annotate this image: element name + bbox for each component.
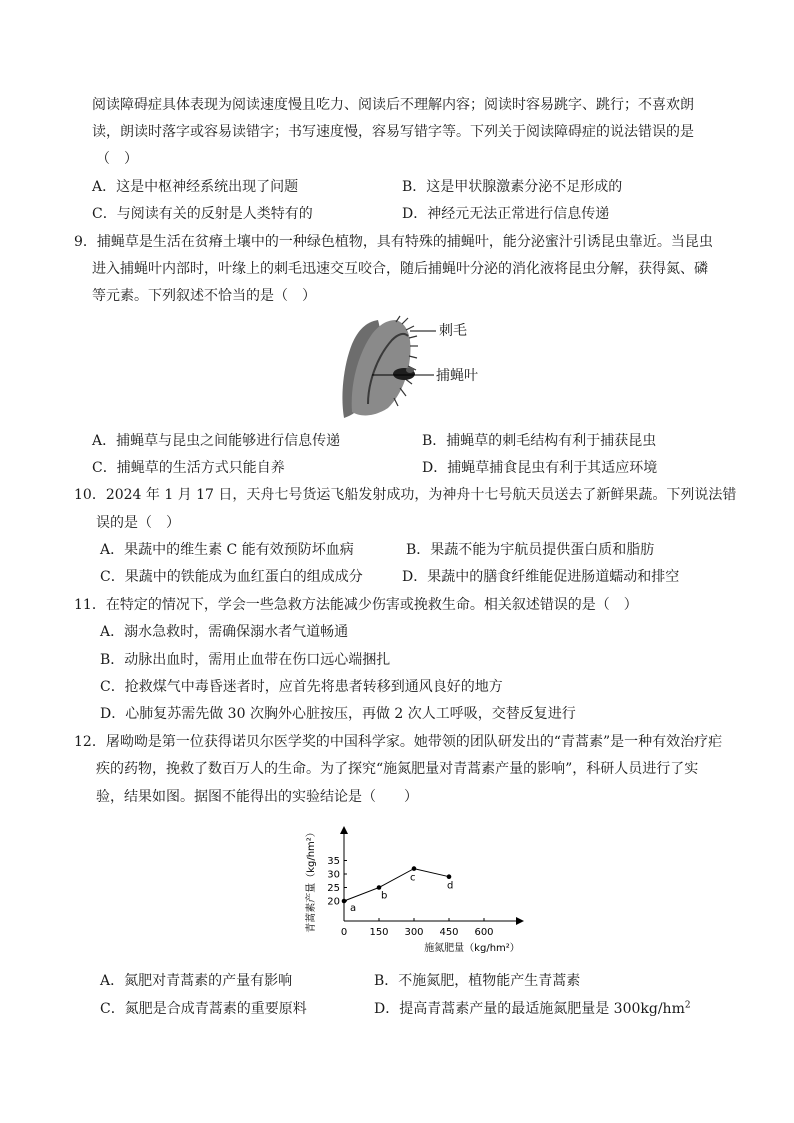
q10-stem-line-2: 误的是（ ） [96,515,180,531]
data-point [412,866,417,871]
q8-option-b: B．这是甲状腺激素分泌不足形成的 [402,179,623,195]
data-point-label: b [381,890,388,902]
y-tick-label: 30 [327,869,340,881]
x-tick-label: 150 [369,927,389,938]
q12-stem-line-3: 验，结果如图。据图不能得出的实验结论是（ ） [96,789,418,805]
q12-option-c: C．氮肥是合成青蒿素的重要原料 [100,1001,307,1017]
q10-option-b: B．果蔬不能为宇航员提供蛋白质和脂肪 [406,542,655,558]
label-trap-leaf: 捕蝇叶 [436,368,478,384]
q9-option-b: B．捕蝇草的刺毛结构有利于捕获昆虫 [422,433,657,449]
q9-stem-line-3: 等元素。下列叙述不恰当的是（ ） [92,288,316,304]
q11-option-d: D．心肺复苏需先做 30 次胸外心脏按压，再做 2 次人工呼吸，交替反复进行 [100,706,576,722]
q12-option-a: A．氮肥对青蒿素的产量有影响 [100,973,293,989]
q9-option-d: D．捕蝇草捕食昆虫有利于其适应环境 [422,460,658,476]
data-point [342,899,347,904]
y-tick-label: 35 [327,856,340,867]
q8-option-a: A．这是中枢神经系统出现了问题 [92,179,299,195]
q9-stem-line-2: 进入捕蝇叶内部时，叶缘上的刺毛迅速交互咬合，随后捕蝇叶分泌的消化液将昆虫分解，获得氮、磷 [92,261,708,277]
x-tick-label: 450 [439,927,459,938]
series-line [344,869,449,901]
q8-option-d: D．神经元无法正常进行信息传递 [402,206,610,222]
q12-option-d [374,999,691,1019]
x-axis-label: 施氮肥量（kg/hm²） [424,943,520,954]
q12-option-d-superscript: 2 [684,1000,691,1011]
x-tick-label: 0 [340,927,348,938]
q11-stem-line-1: 11．在特定的情况下，学会一些急救方法能减少伤害或挽救生命。相关叙述错误的是（ ） [74,597,638,613]
q8-stem-line-3: （ ） [96,151,138,167]
data-point-label: a [350,903,357,914]
q9-option-c: C．捕蝇草的生活方式只能自养 [92,460,285,476]
data-point [377,885,382,890]
y-tick-label: 20 [327,896,340,908]
fly-wing [406,367,414,373]
q10-option-a: A．果蔬中的维生素 C 能有效预防坏血病 [100,542,354,558]
y-tick-label: 25 [327,883,340,894]
data-point-label: c [410,872,416,884]
q11-option-b: B．动脉出血时，需用止血带在伤口远心端捆扎 [100,652,391,668]
x-tick-label: 600 [474,927,494,938]
q8-stem-line-1: 阅读障碍症具体表现为阅读速度慢且吃力、阅读后不理解内容；阅读时容易跳字、跳行；不喜欢朗 [92,97,694,113]
q10-stem-line-1: 10．2024 年 1 月 17 日，天舟七号货运飞船发射成功，为神舟十七号航天员送去了新鲜果蔬。下列说法错 [74,487,737,503]
q10-option-d: D．果蔬中的膳食纤维能促进肠道蠕动和排空 [402,569,680,585]
y-axis-label: 青蒿素产量（kg/hm²） [306,827,317,933]
q12-stem-line-2: 疾的药物，挽救了数百万人的生命。为了探究“施氮肥量对青蒿素产量的影响”，科研人员进行了实 [96,761,699,777]
q11-option-c: C．抢救煤气中毒昏迷者时，应首先将患者转移到通风良好的地方 [100,679,503,695]
q9-stem-line-1: 9．捕蝇草是生活在贫瘠土壤中的一种绿色植物，具有特殊的捕蝇叶，能分泌蜜汁引诱昆虫靠近。当昆虫 [74,234,713,250]
label-bristle: 刺毛 [439,323,467,339]
q11-option-a: A．溺水急救时，需确保溺水者气道畅通 [100,624,349,640]
q8-stem-line-2: 读，朗读时落字或容易读错字；书写速度慢，容易写错字等。下列关于阅读障碍症的说法错误的是 [92,124,694,140]
data-point-label: d [447,880,454,892]
q8-option-c: C．与阅读有关的反射是人类特有的 [92,206,313,222]
q10-option-c: C．果蔬中的铁能成为血红蛋白的组成成分 [100,569,363,585]
artemisinin-yield-chart [296,820,556,970]
flytrap-figure [338,314,488,420]
q12-option-d-text: D．提高青蒿素产量的最适施氮肥量是 300kg/hm [374,1001,685,1017]
q9-option-a: A．捕蝇草与昆虫之间能够进行信息传递 [92,433,341,449]
x-tick-label: 300 [404,927,424,938]
q12-stem-line-1: 12．屠呦呦是第一位获得诺贝尔医学奖的中国科学家。她带领的团队研发出的“青蒿素”是一种有效治疗疟 [74,734,723,750]
q12-option-b: B．不施氮肥，植物能产生青蒿素 [374,973,581,989]
data-point [447,874,452,879]
